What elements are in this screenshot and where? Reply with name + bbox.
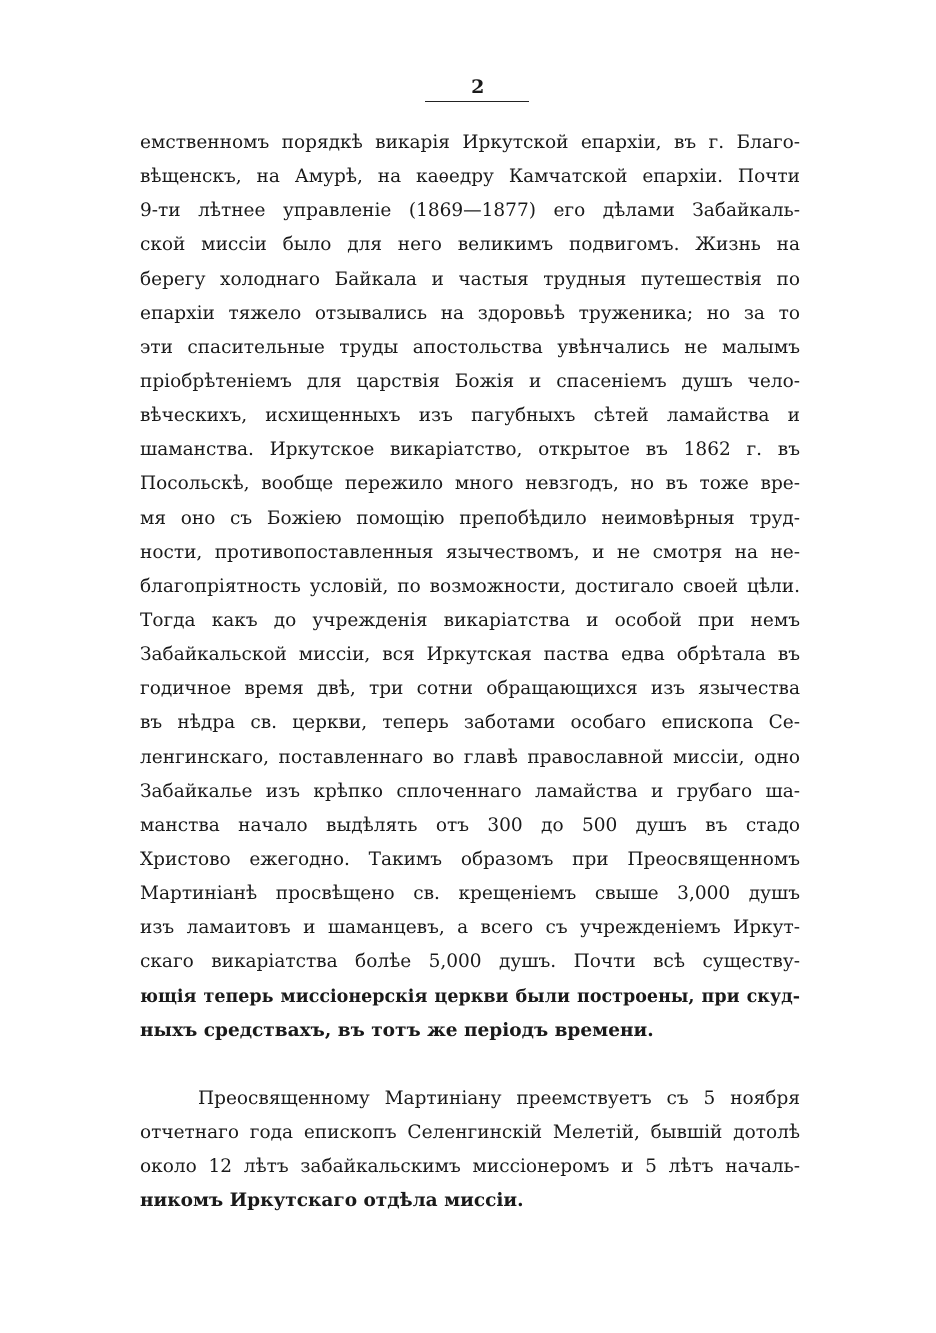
text-line: никомъ Иркутскаго отдѣла миссіи.: [140, 1190, 524, 1212]
text-line: Тогда какъ до учрежденія викаріатства и особой при немъ: [140, 609, 800, 631]
text-line: отчетнаго года епископъ Селенгинскій Мелетій, бывшій дотолѣ: [140, 1122, 800, 1144]
text-line: изъ ламаитовъ и шаманцевъ, а всего съ учрежденіемъ Иркут-: [140, 917, 800, 939]
text-line: емственномъ порядкѣ викарія Иркутской епархіи, въ г. Благо-: [140, 132, 800, 153]
text-line: шаманства. Иркутское викаріатство, открытое въ 1862 г. въ: [140, 439, 800, 461]
text-line: ности, противопоставленныя язычествомъ, и не смотря на не-: [140, 541, 800, 563]
text-line: Христово ежегодно. Такимъ образомъ при Преосвященномъ: [140, 848, 800, 870]
text-line: ныхъ средствахъ, въ тотъ же періодъ времени.: [140, 1019, 654, 1041]
page-number: 2: [471, 76, 485, 98]
text-line: въ нѣдра св. церкви, теперь заботами особаго епископа Се-: [140, 712, 800, 734]
text-line: Забайкалье изъ крѣпко сплоченнаго ламайства и грубаго ша-: [140, 780, 800, 802]
text-line: около 12 лѣтъ забайкальскимъ миссіонеромъ и 5 лѣтъ началь-: [140, 1156, 800, 1178]
text-line: епархіи тяжело отзывались на здоровьѣ труженика; но за то: [140, 302, 800, 324]
text-line: Забайкальской миссіи, вся Иркутская паства едва обрѣтала въ: [140, 644, 800, 666]
page-number-rule: [425, 101, 529, 102]
text-line: годичное время двѣ, три сотни обращающихся изъ язычества: [140, 678, 800, 700]
text-line: Мартиніанѣ просвѣщено св. крещеніемъ свыше 3,000 душъ: [140, 883, 800, 905]
paragraph-1: [140, 126, 800, 1048]
text-line: берегу холоднаго Байкала и частыя трудныя путешествія по: [140, 268, 800, 290]
text-line: Преосвященному Мартиніану преемствуетъ съ 5 ноября: [198, 1088, 800, 1109]
text-line: эти спасительные труды апостольства увѣнчались не малымъ: [140, 336, 800, 358]
text-line: манства начало выдѣлять отъ 300 до 500 душъ въ стадо: [140, 814, 800, 836]
text-line: пріобрѣтеніемъ для царствія Божія и спасеніемъ душъ чело-: [140, 370, 800, 392]
text-line: благопріятность условій, по возможности, достигало своей цѣли.: [140, 575, 800, 597]
text-line: ленгинскаго, поставленнаго во главѣ православной миссіи, одно: [140, 746, 800, 768]
paragraph-2: [140, 1082, 800, 1219]
text-line: мя оно съ Божіею помощію препобѣдило неимовѣрныя труд-: [140, 507, 800, 529]
text-line: вѣщенскъ, на Амурѣ, на каѳедру Камчатской епархіи. Почти: [140, 166, 800, 188]
text-line: 9-ти лѣтнее управленіе (1869—1877) его дѣлами Забайкаль-: [140, 200, 800, 222]
text-line: вѣческихъ, исхищенныхъ изъ пагубныхъ сѣтей ламайства и: [140, 405, 800, 427]
text-line: Посольскѣ, вообще пережило много невзгодъ, но въ тоже вре-: [140, 473, 800, 495]
text-line: скаго викаріатства болѣе 5,000 душъ. Почти всѣ существу-: [140, 951, 800, 973]
text-line: ющія теперь миссіонерскія церкви были построены, при скуд-: [140, 986, 800, 1007]
text-line: ской миссіи было для него великимъ подвигомъ. Жизнь на: [140, 234, 800, 256]
